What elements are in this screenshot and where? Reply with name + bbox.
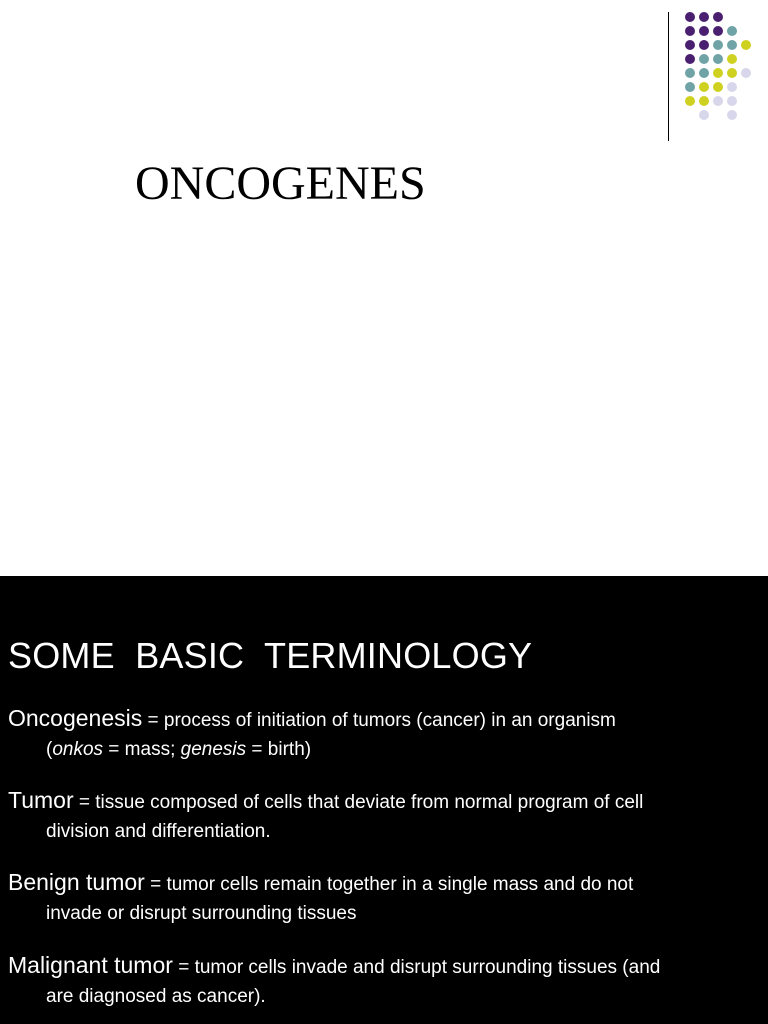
term-name: Tumor	[8, 787, 74, 813]
decor-dot	[727, 68, 737, 78]
decor-dot	[685, 96, 695, 106]
decor-dot	[727, 54, 737, 64]
decor-dot	[741, 40, 751, 50]
decor-dot	[699, 68, 709, 78]
decor-dot	[685, 40, 695, 50]
decor-dot	[713, 68, 723, 78]
term-definition-continued: division and differentiation.	[46, 821, 271, 842]
term-definition-continued: are diagnosed as cancer).	[46, 986, 266, 1007]
term-benign-tumor	[8, 868, 764, 928]
decor-dot	[699, 54, 709, 64]
decor-dot	[713, 12, 723, 22]
decor-dot	[727, 110, 737, 120]
slide-heading: SOME BASIC TERMINOLOGY	[8, 635, 533, 676]
term-oncogenesis	[8, 704, 764, 764]
decor-dot	[727, 96, 737, 106]
decor-dot	[699, 26, 709, 36]
slide-title: ONCOGENES	[135, 157, 426, 210]
term-name: Benign tumor	[8, 869, 145, 895]
term-tumor	[8, 786, 764, 846]
etymology-genesis: genesis	[180, 739, 247, 760]
term-malignant-tumor	[8, 951, 764, 1011]
term-name: Oncogenesis	[8, 705, 143, 731]
term-definition-continued: invade or disrupt surrounding tissues	[46, 903, 357, 924]
decor-dot	[699, 110, 709, 120]
decor-dot	[713, 54, 723, 64]
term-definition-continued: (onkos = mass; genesis = birth)	[46, 739, 312, 760]
decor-dot	[727, 40, 737, 50]
decor-dot	[727, 82, 737, 92]
decor-dot	[727, 26, 737, 36]
decor-dot	[713, 26, 723, 36]
etymology-onkos: onkos	[52, 739, 104, 760]
term-definition: = tumor cells remain together in a single mass and do not	[144, 874, 634, 895]
term-definition: = tumor cells invade and disrupt surrounding tissues (and	[172, 957, 661, 978]
decor-dot	[685, 82, 695, 92]
decor-dot	[713, 40, 723, 50]
decor-dot	[685, 68, 695, 78]
decor-dot	[713, 96, 723, 106]
decor-dot	[699, 96, 709, 106]
term-definition: = tissue composed of cells that deviate from normal program of cell	[73, 792, 644, 813]
decorative-dot-grid	[0, 0, 768, 160]
term-definition: = process of initiation of tumors (cancer) in an organism	[142, 710, 616, 731]
decor-dot	[699, 40, 709, 50]
decor-dot	[699, 12, 709, 22]
decor-dot	[685, 12, 695, 22]
decor-dot	[713, 82, 723, 92]
decor-dot	[685, 54, 695, 64]
decor-dot	[685, 26, 695, 36]
decor-dot	[699, 82, 709, 92]
divider-line	[668, 12, 669, 141]
term-name: Malignant tumor	[8, 952, 173, 978]
terminology-slide	[0, 576, 768, 1024]
decor-dot	[741, 68, 751, 78]
